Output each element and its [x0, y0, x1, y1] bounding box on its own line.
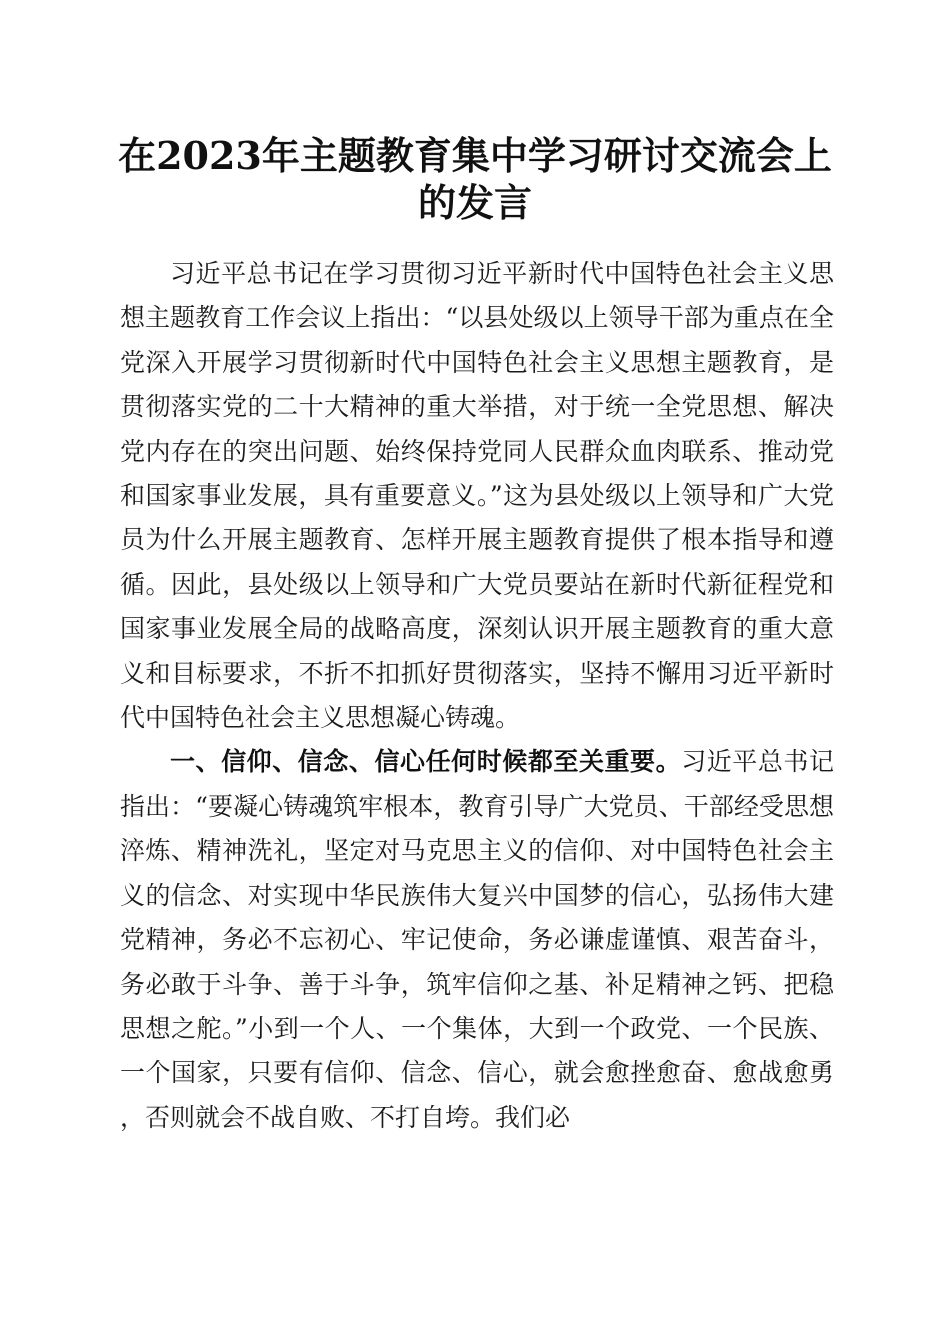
section-1-text: 习近平总书记指出：“要凝心铸魂筑牢根本，教育引导广大党员、干部经受思想淬炼、精神洗礼，坚定对马克思主义的信仰、对中国特色社会主义的信念、对实现中华民族伟大复兴中国梦的信心，弘扬伟大建党精神，务必不忘初心、牢记使命，务必谦虚谨慎、艰苦奋斗，务必敢于斗争、善于斗争，筑牢信仰之基、补足精神之钙、把稳思想之舵。”小到一个人、一个集体，大到一个政党、一个民族、一个国家，只要有信仰、信念、信心，就会愈挫愈奋、愈战愈勇，否则就会不战自败、不打自垮。我们必 — [120, 747, 834, 1132]
document-body — [120, 252, 834, 1140]
paragraph-intro-text: 习近平总书记在学习贯彻习近平新时代中国特色社会主义思想主题教育工作会议上指出：“以县处级以上领导干部为重点在全党深入开展学习贯彻新时代中国特色社会主义思想主题教育，是贯彻落实党的二十大精神的重大举措，对于统一全党思想、解决党内存在的突出问题、始终保持党同人民群众血肉联系、推动党和国家事业发展，具有重要意义。”这为县处级以上领导和广大党员为什么开展主题教育、怎样开展主题教育提供了根本指导和遵循。因此，县处级以上领导和广大党员要站在新时代新征程党和国家事业发展全局的战略高度，深刻认识开展主题教育的重大意义和目标要求，不折不扣抓好贯彻落实，坚持不懈用习近平新时代中国特色社会主义思想凝心铸魂。 — [120, 259, 834, 733]
paragraph-intro — [120, 252, 834, 740]
section-1-heading: 一、信仰、信念、信心任何时候都至关重要。 — [170, 747, 682, 777]
paragraph-section-1 — [120, 740, 834, 1140]
document-title: 在2023年主题教育集中学习研讨交流会上的发言 — [118, 133, 832, 225]
